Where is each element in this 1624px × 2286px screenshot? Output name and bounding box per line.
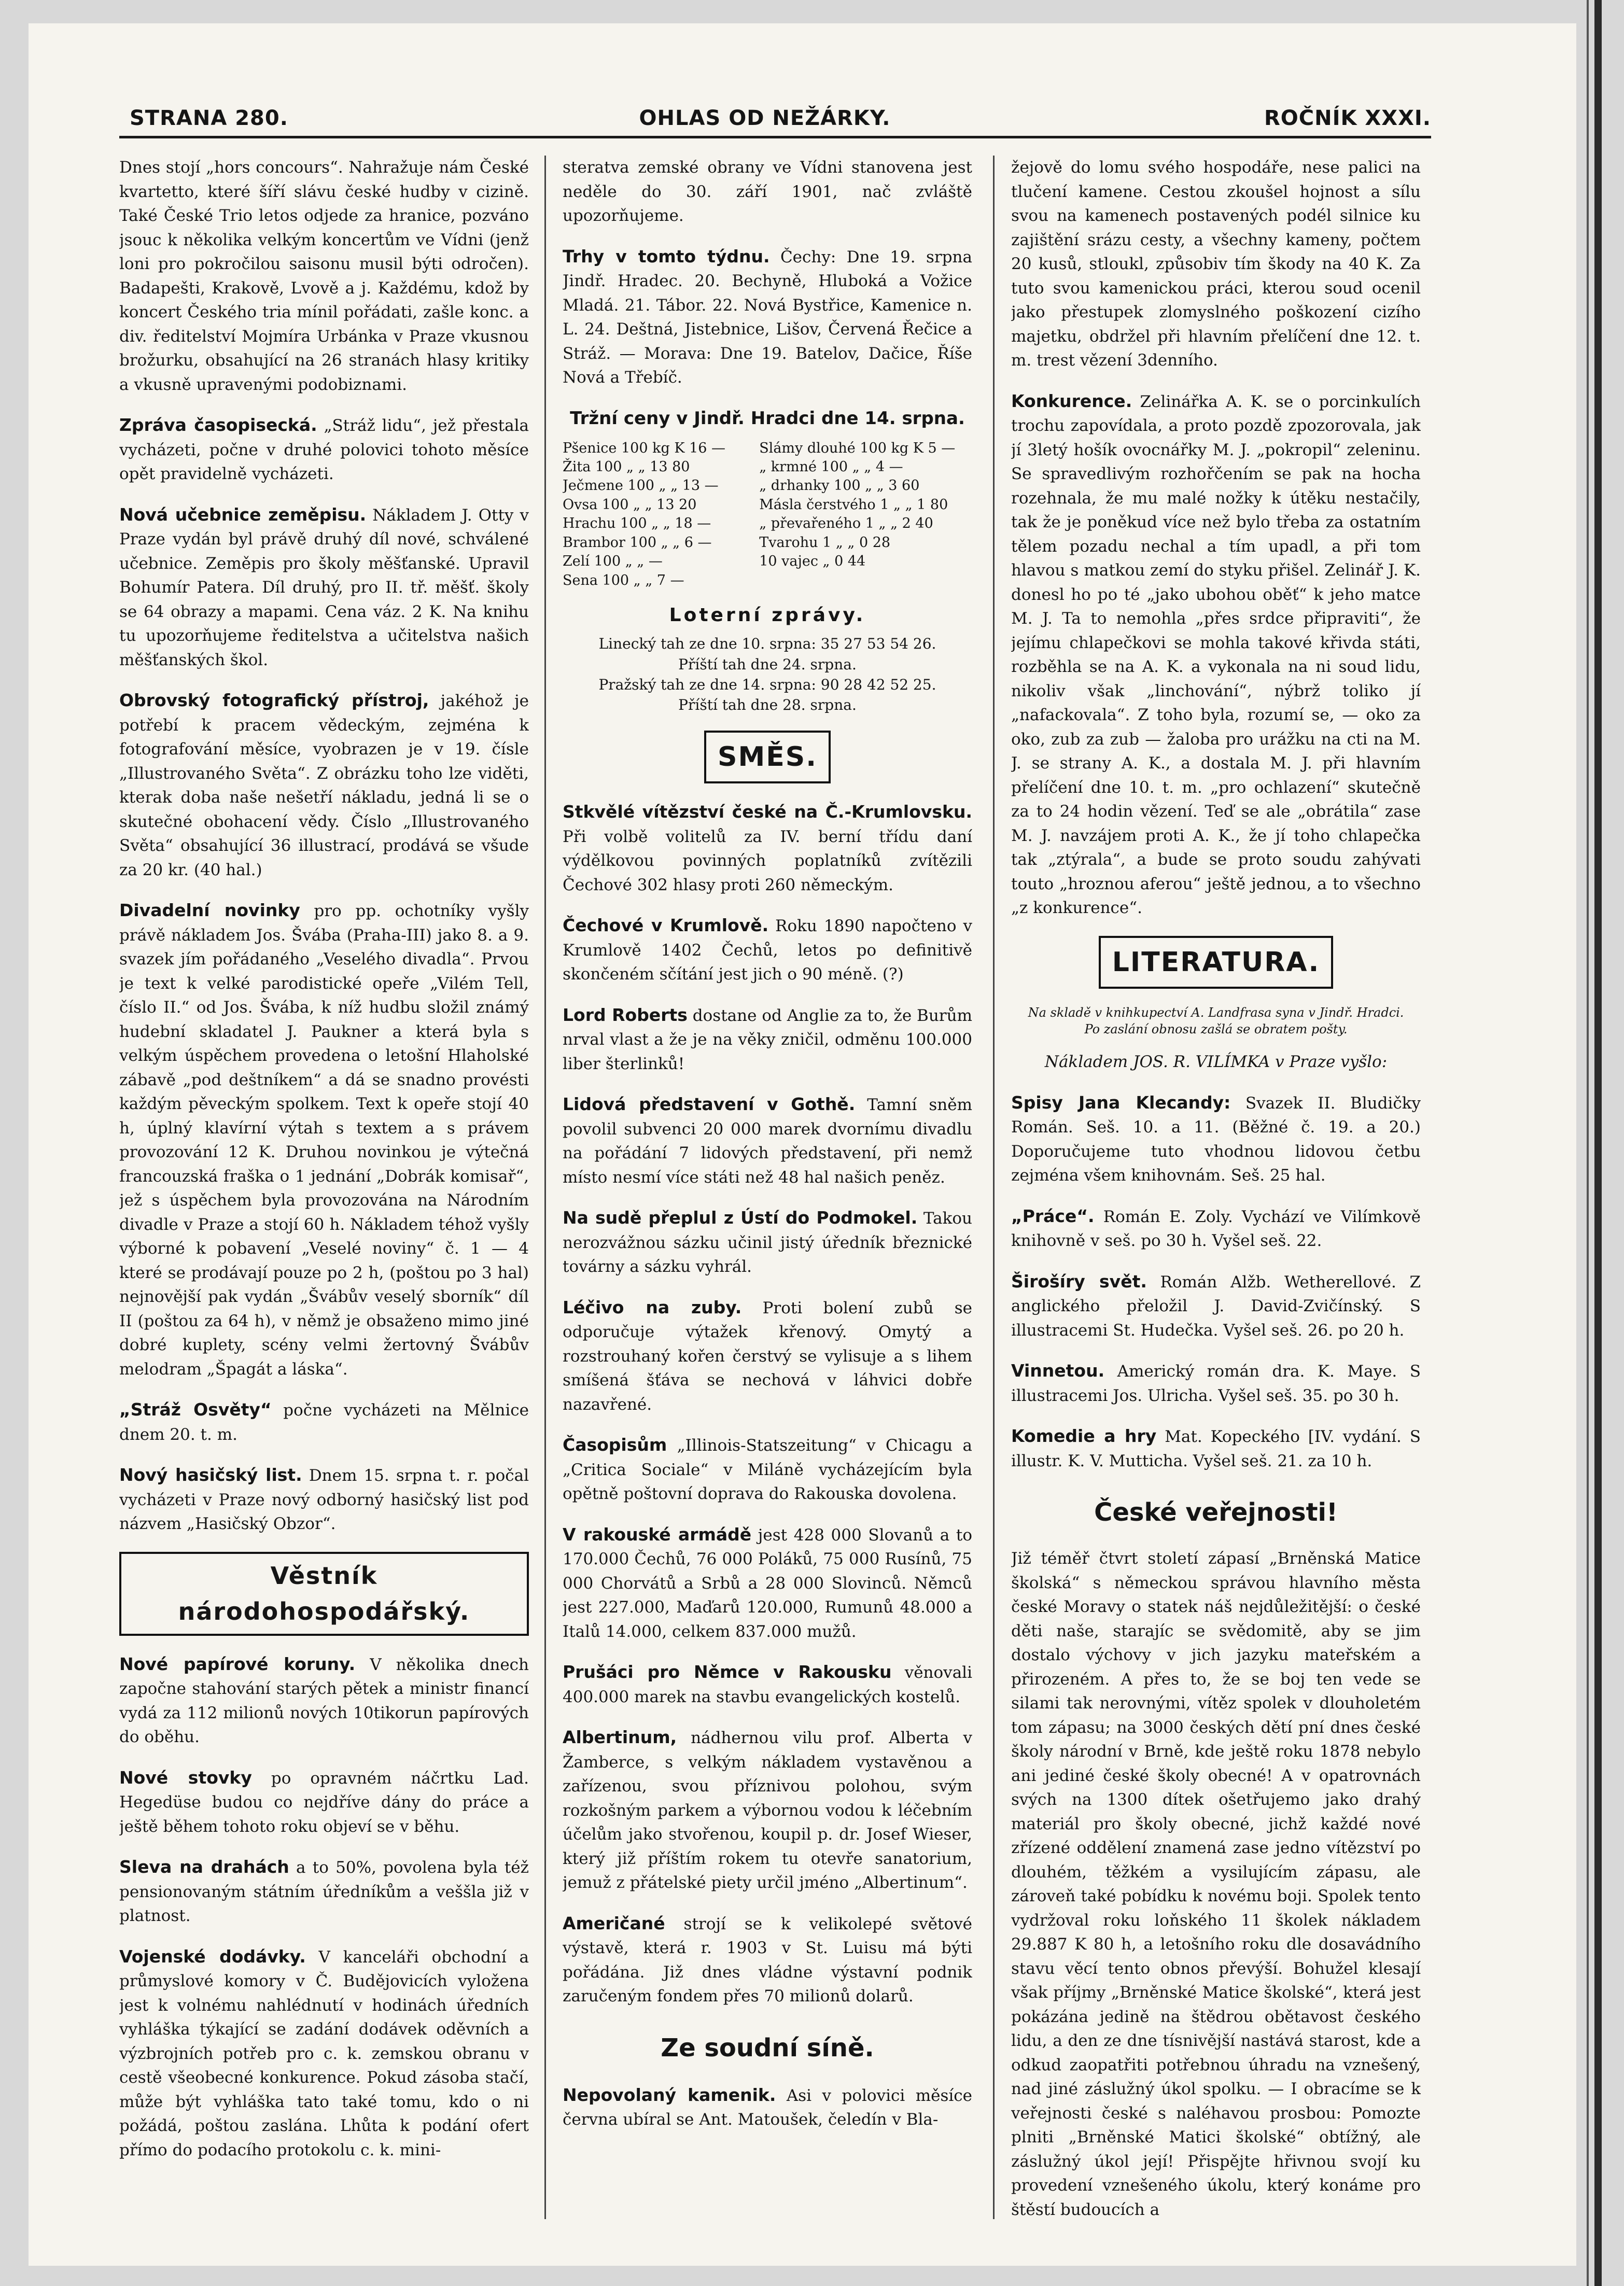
article bbox=[563, 1295, 972, 1417]
scan-border bbox=[1587, 0, 1589, 2286]
article-text: Dnem 15. srpna t. r. počal vycházeti v Praze nový odborný hasičský list pod názvem „Hasičský Obzor“. bbox=[119, 1466, 529, 1533]
article-heading: Nepovolaný kamenik. bbox=[563, 2084, 776, 2105]
article-text: Proti bolení zubů se odporučuje výtažek křenový. Omytý a rozstrouhaný kořen čerstvý se vylisuje a s lihem smíšená šťáva se nechová v láhvici dobře nazavřené. bbox=[563, 1298, 972, 1414]
lottery-line: Příští tah dne 28. srpna. bbox=[678, 696, 857, 713]
article-heading: Spisy Jana Klecandy: bbox=[1011, 1092, 1231, 1113]
article bbox=[1011, 388, 1421, 920]
article bbox=[119, 1397, 529, 1447]
article bbox=[563, 244, 972, 390]
price-row: Másla čerstvého 1 „ „ 1 80 bbox=[759, 496, 948, 513]
literatura-note bbox=[1011, 1004, 1421, 1038]
column-2-court-articles bbox=[563, 2082, 972, 2132]
article-text: Román E. Zoly. Vychází ve Vilímkově knihovně v seš. po 30 h. Vyšel seš. 22. bbox=[1011, 1207, 1421, 1251]
price-row: Tvarohu 1 „ „ 0 28 bbox=[759, 534, 891, 551]
article-heading: Trhy v tomto týdnu. bbox=[563, 246, 770, 267]
article-heading: Zpráva časopisecká. bbox=[119, 415, 317, 435]
price-row: Ječmene 100 „ „ 13 — bbox=[563, 478, 719, 494]
article-text: jest 428 000 Slovanů a to 170.000 Čechů, 76 000 Poláků, 75 000 Rusínů, 75 000 Chorvátů a Srbů a 28 000 Slovinců. Němců jest 227.000, Maďarů 120.000, Rumunů 48.000 a Italů 14.000, celkem 837.000 mužů. bbox=[563, 1525, 972, 1641]
article-heading: Časopisům bbox=[563, 1435, 667, 1455]
article-text: Nákladem J. Otty v Praze vydán byl právě druhý díl nové, schválené učebnice. Zeměpis pro školy měšťanské. Upravil Bohumír Patera. Díl druhý, pro II. tř. měšť. školy se 64 obrazy a mapami. Cena váz. 2 K. Na knihu tu upozorňujeme ředitelstva a učitelstva našich měšťanských škol. bbox=[119, 506, 529, 669]
article-heading: Nový hasičský list. bbox=[119, 1465, 302, 1485]
article-heading: Konkurence. bbox=[1011, 390, 1132, 411]
smes-section-header bbox=[563, 731, 972, 783]
article-text: steratva zemské obrany ve Vídni stanovena jest neděle do 30. září 1901, nač zvláště upozorňujeme. bbox=[563, 158, 972, 225]
price-row: „ převařeného 1 „ „ 2 40 bbox=[759, 515, 933, 532]
article-heading: Obrovský fotografický přístroj, bbox=[119, 690, 429, 710]
article-text: „Stráž lidu“, jež přestala vycházeti, počne v druhé polovici tohoto měsíce opět pravidelně vycházeti. bbox=[119, 416, 529, 483]
article bbox=[563, 913, 972, 987]
article-heading: Vojenské dodávky. bbox=[119, 1946, 306, 1967]
article bbox=[563, 1522, 972, 1644]
article bbox=[563, 1911, 972, 2009]
column-1-economic-articles bbox=[119, 1651, 529, 2163]
article-text: po opravném náčrtku Lad. Hegedüse budou co nejdříve dány do práce a ještě během tohoto roku objeví se v běhu. bbox=[119, 1769, 529, 1836]
column-1-articles bbox=[119, 156, 529, 1536]
price-row: „ krmné 100 „ „ 4 — bbox=[759, 458, 903, 475]
article bbox=[563, 2082, 972, 2132]
verejnost-text: Již téměř čtvrt století zápasí „Brněnská Matice školská“ s německou správou hlavního města české Moravy o statek náš nejdůležitější: o české děti naše, starajíc se svědomitě, aby se jim dostalo výchovy v jich jazyku mateřském a přirozeném. A přes to, že se boj ten vede se silami tak nerovnými, vítěz spolek v dlouholetém tom zápasu; na 3000 českých dětí pní dnes české školy národní v Brně, kde ještě roku 1878 nebylo ani jediné české školy obecné! A v opatrovnách svých na 1300 dítek ošetřujemo jako drahý materiál pro školy obecné, jichž každé nové zřízené oddělení znamená zase jedno vítězství po dlouhém, těžkém a vysilujícím zápasu, ale zároveň také pobídku k novému boji. Spolek tento vydržoval roku loňského 11 školek nákladem 29.887 K 80 h, a letošního roku dle dosavádního stavu věcí tento obnos převýší. Bohužel klesají však příjmy „Brněnské Matice školské“, která jest pokázána jedině na štědrou obětavost českého lidu, a den ze dne tísnivější nastává starost, kde a odkud zaopatřiti potřebnou úhradu na vznešený, nad jiné záslužný úkol spolku. — I obracíme se k veřejnosti české s naléhavou prosbou: Pomozte plniti „Brněnské Matici školské“ obtížný, ale záslužný úkol její! Přispějte hřivnou svojí ku provedení vznešeného úkolu, který konáme pro štěstí budoucích a bbox=[1011, 1549, 1421, 2219]
article-heading: Američané bbox=[563, 1913, 665, 1933]
article bbox=[563, 1724, 972, 1895]
column-2-misc-articles bbox=[563, 799, 972, 2009]
price-table bbox=[563, 439, 972, 591]
article bbox=[119, 1854, 529, 1928]
column-2 bbox=[563, 156, 972, 2219]
article-heading: Nové papírové koruny. bbox=[119, 1653, 356, 1674]
article-text: strojí se k velikolepé světové výstavě, která r. 1903 v St. Luisu má býti pořádána. Již dnes vládne výstavní podnik zaručeným fondem přes 70 milionů dolarů. bbox=[563, 1914, 972, 2006]
literatura-note-line: Na skladě v knihkupectví A. Landfrasa syna v Jindř. Hradci. bbox=[1028, 1005, 1404, 1020]
article-text: Svazek II. Bludičky Román. Seš. 10. a 11. (Běžné č. 19. a 20.) Doporučujeme tuto vhodnou lidovou četbu zejména všem knihovnám. Seš. 25 hal. bbox=[1011, 1093, 1421, 1185]
vestnik-title: Věstník národohospodářský. bbox=[119, 1552, 529, 1636]
article-text: Tamní sněm povolil subvenci 20 000 marek dvornímu divadlu na pořádání 7 lidových představení, při nemž místo nesmí více státi než 48 hal našich peněz. bbox=[563, 1096, 972, 1187]
price-row: „ drhanky 100 „ „ 3 60 bbox=[759, 478, 920, 494]
article bbox=[119, 897, 529, 1381]
article-text: V kanceláři obchodní a průmyslové komory v Č. Budějovicích vyložena jest k volnému nahlédnutí v hodinách úředních vyhláška týkající se zadání dodávek oděvních a výzbrojních potřeb pro c. k. zemskou obranu v cestě všeobecné konkurence. Pokud zásoba stačí, může být vyhláška tato také tomu, kdo o ni požádá, poštou zaslána. Lhůta k podání ofert přímo do podacího protokolu c. k. mini- bbox=[119, 1947, 529, 2159]
article-heading: Prušáci pro Němce v Rakousku bbox=[563, 1662, 892, 1682]
volume-number: ROČNÍK XXXI. bbox=[1264, 106, 1431, 130]
price-row: Sena 100 „ „ 7 — bbox=[563, 572, 684, 588]
article bbox=[119, 688, 529, 882]
price-row: Pšenice 100 kg K 16 — bbox=[563, 440, 726, 456]
article bbox=[1011, 156, 1421, 373]
article bbox=[119, 1765, 529, 1839]
literatura-list bbox=[1011, 1090, 1421, 1474]
article bbox=[119, 502, 529, 672]
article-text: V několika dnech započne stahování starých pětek a ministr financí vydá za 112 milionů nových 10tikorun papírových do oběhu. bbox=[119, 1655, 529, 1746]
article-heading: Čechové v Krumlově. bbox=[563, 915, 769, 936]
article bbox=[1011, 1423, 1421, 1473]
column-3-articles bbox=[1011, 156, 1421, 920]
article bbox=[119, 412, 529, 486]
lottery-section bbox=[563, 602, 972, 715]
article bbox=[563, 799, 972, 897]
article-heading: Divadelní novinky bbox=[119, 900, 300, 920]
price-row: Slámy dlouhé 100 kg K 5 — bbox=[759, 440, 956, 456]
article-text: Takou nerozvážnou sázku učinil jistý úředník březnické továrny a sázku vyhrál. bbox=[563, 1209, 972, 1277]
article-heading: Vinnetou. bbox=[1011, 1361, 1105, 1381]
article bbox=[563, 1205, 972, 1279]
literatura-note-line: Po zaslání obnosu zašlá se obratem pošty. bbox=[1084, 1021, 1348, 1036]
price-row: Hrachu 100 „ „ 18 — bbox=[563, 515, 711, 532]
column-divider bbox=[544, 156, 546, 2219]
article bbox=[119, 1944, 529, 2163]
price-row: Brambor 100 „ „ 6 — bbox=[563, 534, 712, 551]
lottery-line: Linecký tah ze dne 10. srpna: 35 27 53 54 26. bbox=[598, 635, 936, 653]
literatura-section-header bbox=[1011, 936, 1421, 989]
article-text: dostane od Anglie za to, že Burům nrval vlast a že je na věky zničil, odměnu 100.000 liber šterlinků! bbox=[563, 1006, 972, 1073]
article-heading: Albertinum, bbox=[563, 1727, 677, 1748]
article bbox=[563, 1432, 972, 1506]
article bbox=[1011, 1090, 1421, 1188]
article-text: Americký román dra. K. Maye. S illustracemi Jos. Ulricha. Vyšel seš. 35. po 30 h. bbox=[1011, 1362, 1421, 1405]
literatura-title: LITERATURA. bbox=[1099, 936, 1333, 989]
article-heading: Širošíry svět. bbox=[1011, 1271, 1147, 1292]
article-text: pro pp. ochotníky vyšly právě nákladem Jos. Švába (Praha-III) jako 8. a 9. svazek jím pořádaného „Veselého divadla“. Prvou je text k velké parodistické opeře „Vilém Tell, číslo II.“ od Jos. Švába, k níž hudbu složil známý hudební skladatel J. Paukner a která byla s velkým úspěchem provedena o letošní Hlaholské zábavě „pod deštníkem“ a dá se snadno provésti každým pěveckým spolkem. Text k opeře stojí 40 h, úplný klavírní výtah s textem a s právem provozování 12 K. Druhou novinkou je výtečná francouzská fraška o 1 jednání „Dobrák komisař“, jež s úspěchem byla provozována na Národním divadle v Praze a stojí 60 h. Nákladem téhož vyšly výborné k pobavení „Veselé noviny“ č. 1 — 4 které se prodávají pouze po 2 h, (poštou po 3 hal) nejnovější pak vydán „Švábův veselý sborník“ díl II (poštou za 64 h), v němž je obsaženo mimo jiné dobré kuplety, scény velmi žertovný Švábův melodram „Špagát a láska“. bbox=[119, 902, 529, 1379]
price-column-grain bbox=[563, 439, 759, 591]
article bbox=[1011, 1358, 1421, 1408]
article-heading: Stkvělé vítězství české na Č.-Krumlovsku. bbox=[563, 802, 972, 822]
scan-border bbox=[1594, 0, 1602, 2286]
article-heading: Lord Roberts bbox=[563, 1004, 688, 1025]
prices-title: Tržní ceny v Jindř. Hradci dne 14. srpna. bbox=[570, 408, 965, 429]
article-text: věnovali 400.000 marek na stavbu evangelických kostelů. bbox=[563, 1663, 972, 1706]
price-row: 10 vajec „ 0 44 bbox=[759, 553, 866, 570]
price-row: Zelí 100 „ „ — bbox=[563, 553, 663, 570]
column-2-articles bbox=[563, 156, 972, 390]
column-3 bbox=[1011, 156, 1421, 2219]
article-text: „Illinois-Statszeitung“ v Chicagu a „Critica Sociale“ v Miláně vycházejícím byla opětně poštovní doprava do Rakouska dovolena. bbox=[563, 1436, 972, 1504]
article-heading: „Práce“. bbox=[1011, 1205, 1095, 1226]
article-text: počne vycházeti na Mělnice dnem 20. t. m. bbox=[119, 1401, 529, 1444]
lottery-title: Loterní zprávy. bbox=[669, 605, 866, 626]
article-heading: „Stráž Osvěty“ bbox=[119, 1399, 272, 1420]
article bbox=[119, 1651, 529, 1749]
newspaper-title: OHLAS OD NEŽÁRKY. bbox=[639, 106, 891, 130]
article bbox=[563, 1091, 972, 1189]
header-rule bbox=[119, 136, 1431, 138]
article-heading: Na sudě přeplul z Ústí do Podmokel. bbox=[563, 1208, 918, 1228]
article-text: Dnes stojí „hors concours“. Nahražuje nám České kvartetto, které šíří slávu české hudby v cizině. Také České Trio letos odjede za hranice, pozváno jsouc k několika velkým koncertům ve Vídni (jenž loni pro pokročilou saisonu musil býti odročen). Badapešti, Krakově, Lvově a j. Každému, kdož by koncert Českého tria mínil pořádati, zašle konc. a div. ředitelství Mojmíra Urbánka v Praze vkusnou brožurku, obsahující na 26 stranách hlasy kritiky a vkusně upravenými podobiznami. bbox=[119, 158, 529, 394]
article-heading: Nová učebnice zeměpisu. bbox=[119, 504, 367, 525]
article bbox=[563, 1002, 972, 1076]
article-text: Při volbě volitelů za IV. berní třídu daní výdělkovou povinných poplatníků zvítězili Čechové 302 hlasy proti 260 německým. bbox=[563, 827, 972, 894]
price-row: Žita 100 „ „ 13 80 bbox=[563, 458, 690, 475]
article-heading: Nové stovky bbox=[119, 1767, 252, 1788]
article-heading: Lidová představení v Gothě. bbox=[563, 1094, 856, 1115]
article-text: Zelinářka A. K. se o porcinkulích trochu zapovídala, a proto pozdě zpozorovala, jak jí 3letý hošík ovocnářky M. J. „pokropil“ zeleninu. Se spravedlivým rozhořčením se pak na hocha rozehnala, že mu malé nožky k útěku nestačily, tak že je poněkud více než bylo třeba za ostatním tělem pozadu nechal a tím upadl, a při tom hlavou s matkou zemí do styku přišel. Zelinář J. K. donesl ho po té „jako ubohou oběť“ k jeho matce M. J. Ta to nemohla „přes srdce připraviti“, že jejímu chlapečkovi se mohla takové křivda státi, rozběhla se na A. K. a vykonala na ni soud lidu, nikoliv však „linchování“, nýbrž toliko jí „nafackovala“. Z toho byla, rozumí se, — oko za oko, zub za zub — žaloba pro urážku na cti na M. J. se strany A. K., a dostala M. J. při hlavním přelíčení dne 10. t. m. „pro ochlazení“ skutečně za to 24 hodin vězení. Teď se ale „obrátila“ zase M. J. navzájem proti A. K., že jí toho chlapečka tak „ztýrala“, a bude se proto soudu zahývati touto „hroznou aferou“ ještě jednou, a to všechno „z konkurence“. bbox=[1011, 392, 1421, 917]
article-text: Asi v polovici měsíce června ubíral se Ant. Matoušek, čeledín v Bla- bbox=[563, 2086, 972, 2129]
article bbox=[563, 156, 972, 228]
article bbox=[563, 1659, 972, 1709]
vestnik-section-header bbox=[119, 1552, 529, 1636]
article-text: nádhernou vilu prof. Alberta v Žamberce, s velkým nákladem vystavěnou a zařízenou, svou příznivou polohou, svým rozkošným parkem a výbornou vodou k léčebním účelům jako stvořenou, koupil p. dr. Josef Wieser, který již příštím rokem tu otevře sanatorium, jemuž z přátelské piety určil jméno „Albertinum“. bbox=[563, 1729, 972, 1892]
article-text: a to 50%, povolena byla též pensionovaným státním úředníkům a veššla již v platnost. bbox=[119, 1858, 529, 1925]
article-heading: V rakouské armádě bbox=[563, 1524, 752, 1545]
price-column-other bbox=[759, 439, 972, 591]
article bbox=[1011, 1269, 1421, 1343]
article-text: jakéhož je potřebí k pracem vědeckým, zejména k fotografování měsíce, vyobrazen je v 19. čísle „Illustrovaného Světa“. Z obrázku toho lze viděti, kterak doba naše nešetří nákladu, jedná li se o skutečné obohacení vědy. Číslo „Illustrovaného Světa“ obsahující 36 illustrací, prodává se všude za 20 kr. (40 hal.) bbox=[119, 692, 529, 879]
page-header bbox=[99, 101, 1431, 137]
article bbox=[1011, 1203, 1421, 1253]
smes-title: SMĚS. bbox=[704, 731, 831, 783]
article-heading: Komedie a hry bbox=[1011, 1426, 1157, 1447]
literatura-publisher: Nákladem JOS. R. VILÍMKA v Praze vyšlo: bbox=[1044, 1053, 1388, 1072]
article-text: žejově do lomu svého hospodáře, nese palici na tlučení kamene. Cestou zkoušel hojnost a sílu svou na kamenech postavených podél silnice ku zajištění srázu cesty, a všechny kameny, počtem 20 kusů, stloukl, způsobiv tím škody na 40 K. Za tuto svou kamenickou práci, kterou soud ocenil jako přestupek zlomyslného poškození cizího majetku, obdržel při hlavním přelíčení dne 12. t. m. trest vězení 3denního. bbox=[1011, 158, 1421, 370]
column-1 bbox=[119, 156, 529, 2219]
lottery-line: Pražský tah ze dne 14. srpna: 90 28 42 52 25. bbox=[598, 676, 936, 693]
page-number: STRANA 280. bbox=[130, 106, 288, 130]
court-title: Ze soudní síně. bbox=[661, 2033, 874, 2063]
lottery-line: Příští tah dne 24. srpna. bbox=[678, 655, 857, 673]
article-heading: Léčivo na zuby. bbox=[563, 1297, 742, 1317]
article-text: Roku 1890 napočteno v Krumlově 1402 Čechů, letos po definitivě skončeném sčítání jest jich o 90 méně. (?) bbox=[563, 917, 972, 984]
verejnost-title: České veřejnosti! bbox=[1094, 1498, 1338, 1527]
article-text: Čechy: Dne 19. srpna Jindř. Hradec. 20. Bechyně, Hluboká a Vožice Mladá. 21. Tábor. 22. Nová Bystřice, Kamenice n. L. 24. Deštná, Jistebnice, Lišov, Červená Řečice a Stráž. — Morava: Dne 19. Batelov, Dačice, Říše Nová a Třebíč. bbox=[563, 247, 972, 387]
price-row: Ovsa 100 „ „ 13 20 bbox=[563, 496, 697, 513]
article bbox=[119, 156, 529, 397]
article-text: Mat. Kopeckého [IV. vydání. S illustr. K. V. Muttichа. Vyšel seš. 21. za 10 h. bbox=[1011, 1427, 1421, 1470]
article-heading: Sleva na drahách bbox=[119, 1857, 289, 1877]
article-text: Román Alžb. Wetherellové. Z anglického přeložil J. David-Zvičínský. S illustracemi St. Hudečka. Vyšel seš. 26. po 20 h. bbox=[1011, 1272, 1421, 1340]
article bbox=[119, 1462, 529, 1536]
column-divider bbox=[993, 156, 995, 2219]
